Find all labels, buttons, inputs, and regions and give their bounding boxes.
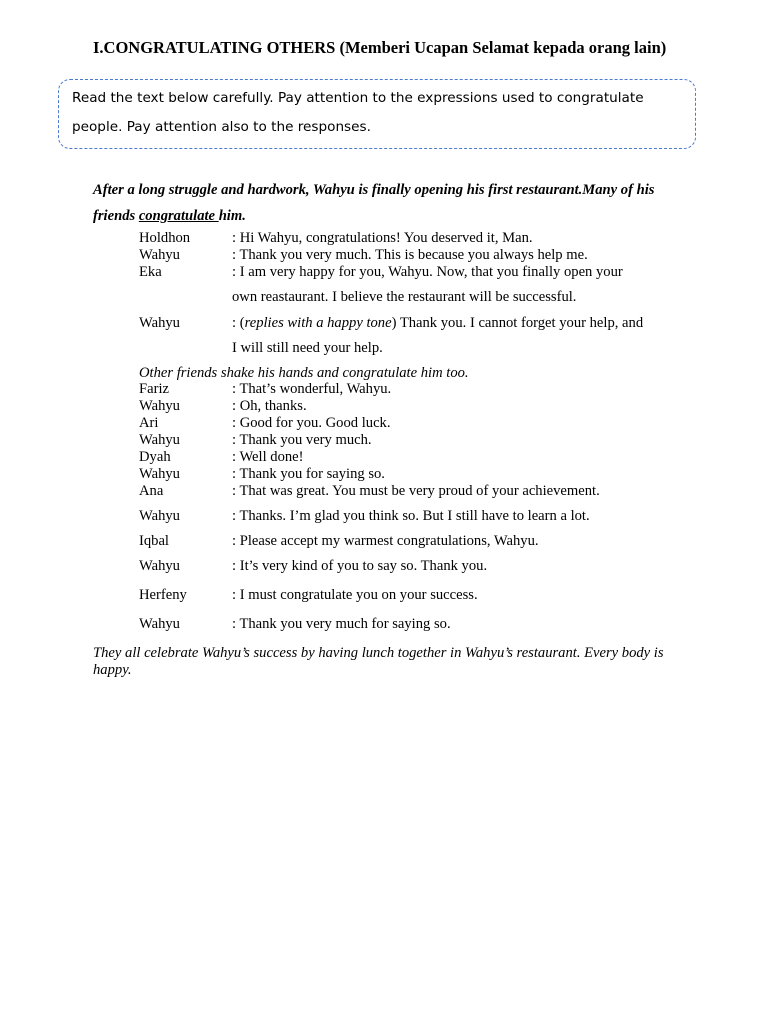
speaker-name: Dyah [139, 449, 171, 465]
speaker-name: Ari [139, 415, 159, 431]
speech-line: : Thank you very much. [232, 432, 372, 448]
speaker-name: Eka [139, 264, 162, 280]
speech-line: : I must congratulate you on your success. [232, 587, 478, 603]
instruction-line-1: Read the text below carefully. Pay attention to the expressions used to congratulate [72, 90, 644, 106]
speaker-name: Fariz [139, 381, 169, 397]
speech-prefix: : ( [232, 315, 245, 331]
speech-line: : That’s wonderful, Wahyu. [232, 381, 392, 397]
speaker-name: Wahyu [139, 247, 180, 263]
speaker-name: Herfeny [139, 587, 187, 603]
speaker-name: Iqbal [139, 533, 169, 549]
speaker-name: Ana [139, 483, 164, 499]
speech-line: : Thank you very much. This is because you always help me. [232, 247, 588, 263]
speech-line-continued: I will still need your help. [232, 340, 383, 356]
instruction-line-2: people. Pay attention also to the responses. [72, 119, 371, 135]
speech-line: : I am very happy for you, Wahyu. Now, that you finally open your [232, 264, 623, 280]
speech-line: : It’s very kind of you to say so. Thank you. [232, 558, 488, 574]
speaker-name: Wahyu [139, 398, 180, 414]
speech-line: : Oh, thanks. [232, 398, 307, 414]
speech-line: : Well done! [232, 449, 304, 465]
stage-direction: replies with a happy tone [244, 315, 392, 331]
speaker-name: Wahyu [139, 315, 180, 331]
intro-paragraph [93, 177, 683, 229]
speech-line: : That was great. You must be very proud of your achievement. [232, 483, 600, 499]
speech-line: : Good for you. Good luck. [232, 415, 391, 431]
speech-line-continued: own reastaurant. I believe the restaurant will be successful. [232, 289, 577, 305]
speaker-name: Wahyu [139, 508, 180, 524]
speech-line: : Please accept my warmest congratulations, Wahyu. [232, 533, 539, 549]
speaker-name: Wahyu [139, 558, 180, 574]
speaker-name: Wahyu [139, 432, 180, 448]
speech-line: : Thanks. I’m glad you think so. But I still have to learn a lot. [232, 508, 590, 524]
narration: Other friends shake his hands and congratulate him too. [139, 365, 469, 381]
instruction-box [58, 79, 696, 149]
intro-text-end: him. [218, 208, 246, 224]
page-title: I.CONGRATULATING OTHERS (Memberi Ucapan Selamat kepada orang lain) [93, 38, 667, 57]
speech-line [232, 315, 643, 332]
speaker-name: Wahyu [139, 466, 180, 482]
closing-paragraph: They all celebrate Wahyu’s success by having lunch together in Wahyu’s restaurant. Every body is happy. [93, 645, 664, 678]
speech-suffix: ) Thank you. I cannot forget your help, and [391, 315, 644, 331]
speech-line: : Thank you for saying so. [232, 466, 385, 482]
speech-line: : Hi Wahyu, congratulations! You deserved it, Man. [232, 230, 533, 246]
intro-text: After a long struggle and hardwork, Wahyu is finally opening his first restaurant.Many of his friends [93, 182, 655, 224]
speaker-name: Holdhon [139, 230, 191, 246]
speaker-name: Wahyu [139, 616, 180, 632]
speech-line: : Thank you very much for saying so. [232, 616, 451, 632]
intro-underlined-word: congratulate [138, 208, 219, 224]
